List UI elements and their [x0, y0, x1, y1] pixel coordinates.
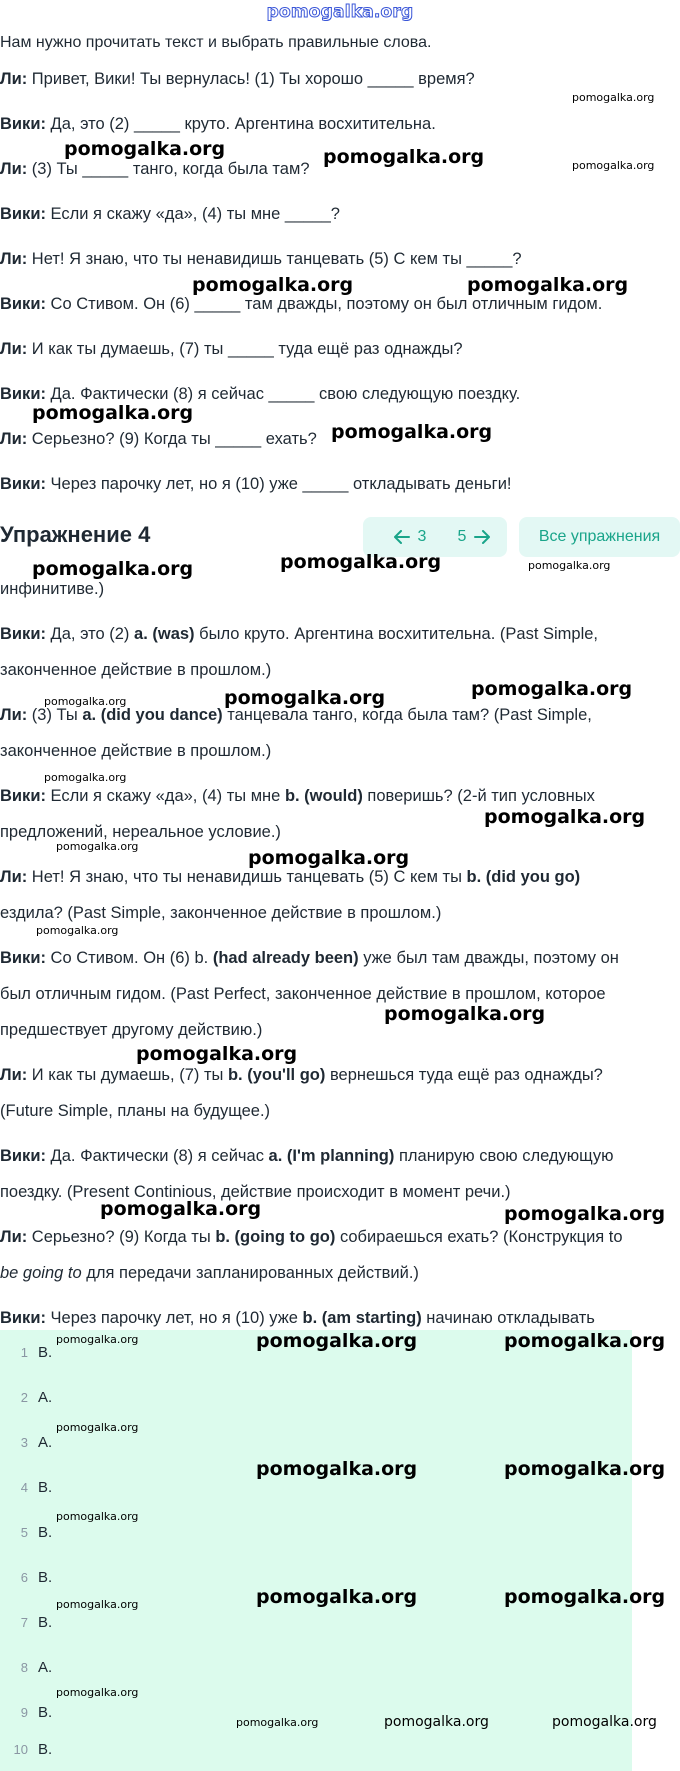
solution-line: инфинитиве.) [0, 580, 105, 598]
prev-exercise-label: 3 [417, 528, 427, 545]
watermark: pomogalka.org [384, 1714, 489, 1730]
speaker: Ли: [0, 250, 28, 268]
answer-row [0, 1727, 52, 1771]
watermark: pomogalka.org [64, 138, 226, 160]
line-text: Если я скажу «да», (4) ты мне _____? [45, 205, 340, 223]
task-intro: Нам нужно прочитать текст и выбрать правильные слова. [0, 34, 432, 51]
solution-line [0, 1309, 595, 1328]
answer-row [0, 1600, 52, 1644]
line-text: для передачи запланированных действий.) [81, 1264, 419, 1282]
speaker: Вики: [0, 625, 46, 643]
line-text: Привет, Вики! Ты вернулась! (1) Ты хорошо _____ время? [27, 70, 475, 88]
dialogue-line-10 [0, 475, 512, 494]
speaker: Вики: [0, 1309, 46, 1327]
line-text: Со Стивом. Он (6) b. [45, 949, 213, 967]
speaker: Вики: [0, 787, 46, 805]
site-logo[interactable]: pomogalka.org [266, 2, 414, 22]
answer-key-panel [0, 1330, 632, 1771]
line-text: Да, это (2) [45, 625, 135, 643]
speaker: Ли: [0, 70, 28, 88]
solution-line: предложений, нереальное условие.) [0, 823, 281, 841]
watermark: pomogalka.org [331, 421, 493, 443]
watermark: pomogalka.org [256, 1586, 418, 1608]
speaker: Вики: [0, 295, 46, 313]
watermark: pomogalka.org [504, 1458, 666, 1480]
solution-line: был отличным гидом. (Past Perfect, законченное действие в прошлом, которое [0, 985, 606, 1003]
line-text: Серьезно? (9) Когда ты _____ ехать? [27, 430, 317, 448]
answer-value: B. [38, 1478, 53, 1496]
italic-term: be going to [0, 1264, 82, 1282]
answer-row [0, 1555, 52, 1599]
answer: b. (would) [284, 787, 363, 805]
answer: a. (was) [134, 625, 195, 643]
solution-line: законченное действие в прошлом.) [0, 661, 272, 679]
answer-number: 6 [20, 1569, 28, 1585]
line-text: начинаю откладывать [421, 1309, 595, 1327]
watermark: pomogalka.org [504, 1586, 666, 1608]
answer-row [0, 1375, 52, 1419]
exercise-title: Упражнение 4 [0, 522, 151, 547]
dialogue-line-1 [0, 70, 475, 89]
answer-number: 7 [20, 1614, 28, 1630]
answer-number: 9 [20, 1704, 28, 1720]
watermark: pomogalka.org [572, 159, 655, 172]
watermark: pomogalka.org [100, 1198, 262, 1220]
line-text: Да. Фактически (8) я сейчас _____ свою следующую поездку. [45, 385, 521, 403]
answer: a. (I'm planning) [268, 1147, 395, 1165]
watermark: pomogalka.org [484, 806, 646, 828]
dialogue-line-5 [0, 250, 522, 269]
watermark: pomogalka.org [192, 274, 354, 296]
line-text: было круто. Аргентина восхитительна. (Past Simple, [194, 625, 599, 643]
watermark: pomogalka.org [56, 1598, 139, 1611]
answer-number: 8 [20, 1659, 28, 1675]
answer-number: 3 [20, 1434, 28, 1450]
watermark: pomogalka.org [32, 402, 194, 424]
watermark: pomogalka.org [56, 1510, 139, 1523]
dialogue-line-2 [0, 115, 436, 134]
arrow-right-icon [474, 530, 490, 544]
watermark: pomogalka.org [256, 1330, 418, 1352]
answer-row [0, 1330, 52, 1374]
answer: b. (did you go) [466, 868, 581, 886]
watermark: pomogalka.org [44, 771, 127, 784]
dialogue-line-6 [0, 295, 602, 314]
line-text: Серьезно? (9) Когда ты [27, 1228, 216, 1246]
answer-value: B. [38, 1740, 53, 1758]
dialogue-line-3 [0, 160, 310, 179]
watermark: pomogalka.org [552, 1714, 657, 1730]
speaker: Ли: [0, 340, 28, 358]
solution-line [0, 868, 580, 887]
answer: (had already been) [212, 949, 359, 967]
watermark: pomogalka.org [136, 1043, 298, 1065]
dialogue-line-7 [0, 340, 463, 359]
answer-value: A. [38, 1433, 53, 1451]
answer: a. (did you dance) [82, 706, 223, 724]
solution-line [0, 1066, 603, 1085]
speaker: Вики: [0, 205, 46, 223]
next-exercise-label: 5 [457, 528, 467, 545]
watermark: pomogalka.org [36, 924, 119, 937]
solution-line: законченное действие в прошлом.) [0, 742, 272, 760]
speaker: Ли: [0, 160, 28, 178]
line-text: Через парочку лет, но я (10) уже [45, 1309, 303, 1327]
solution-line: (Future Simple, планы на будущее.) [0, 1102, 271, 1120]
watermark: pomogalka.org [256, 1458, 418, 1480]
watermark: pomogalka.org [280, 551, 442, 573]
solution-line: ездила? (Past Simple, законченное действие в прошлом.) [0, 904, 442, 922]
speaker: Ли: [0, 868, 28, 886]
watermark: pomogalka.org [504, 1203, 666, 1225]
next-exercise-button[interactable] [441, 517, 507, 557]
line-text: И как ты думаешь, (7) ты _____ туда ещё раз однажды? [27, 340, 463, 358]
line-text: вернешься туда ещё раз однажды? [325, 1066, 603, 1084]
solution-line: предшествует другому действию.) [0, 1021, 263, 1039]
speaker: Ли: [0, 706, 28, 724]
line-text: Да, это (2) _____ круто. Аргентина восхитительна. [45, 115, 436, 133]
watermark: pomogalka.org [323, 146, 485, 168]
watermark: pomogalka.org [384, 1003, 546, 1025]
watermark: pomogalka.org [56, 1333, 139, 1346]
solution-line [0, 1147, 614, 1166]
answer-value: B. [38, 1703, 53, 1721]
line-text: планирую свою следующую [394, 1147, 614, 1165]
answer-number: 4 [20, 1479, 28, 1495]
line-text: собираешься ехать? (Конструкция to [335, 1228, 623, 1246]
line-text: танцевала танго, когда была там? (Past Simple, [222, 706, 592, 724]
speaker: Ли: [0, 430, 28, 448]
answer: b. (going to go) [215, 1228, 336, 1246]
answer: b. (you'll go) [227, 1066, 326, 1084]
line-text: уже был там дважды, поэтому он [358, 949, 619, 967]
solution-line: поездку. (Present Continious, действие происходит в момент речи.) [0, 1183, 511, 1201]
watermark: pomogalka.org [236, 1716, 319, 1729]
line-text: И как ты думаешь, (7) ты [27, 1066, 228, 1084]
answer-row [0, 1465, 52, 1509]
all-exercises-button[interactable]: Все упражнения [519, 517, 680, 557]
answer: b. (am starting) [302, 1309, 422, 1327]
speaker: Вики: [0, 385, 46, 403]
speaker: Вики: [0, 475, 46, 493]
answer-value: A. [38, 1388, 53, 1406]
answer-row [0, 1645, 52, 1689]
line-text: Нет! Я знаю, что ты ненавидишь танцевать (5) С кем ты [27, 868, 467, 886]
line-text: поверишь? (2-й тип условных [362, 787, 595, 805]
watermark: pomogalka.org [56, 840, 139, 853]
solution-line [0, 1264, 419, 1283]
line-text: Нет! Я знаю, что ты ненавидишь танцевать (5) С кем ты _____? [27, 250, 522, 268]
dialogue-line-9 [0, 430, 317, 449]
watermark: pomogalka.org [467, 274, 629, 296]
watermark: pomogalka.org [504, 1330, 666, 1352]
watermark: pomogalka.org [572, 91, 655, 104]
speaker: Ли: [0, 1228, 28, 1246]
answer-row [0, 1420, 52, 1464]
speaker: Вики: [0, 115, 46, 133]
answer-value: B. [38, 1523, 53, 1541]
answer-number: 1 [20, 1344, 28, 1360]
line-text: Со Стивом. Он (6) _____ там дважды, поэтому он был отличным гидом. [45, 295, 603, 313]
watermark: pomogalka.org [44, 695, 127, 708]
watermark: pomogalka.org [248, 847, 410, 869]
solution-line [0, 1228, 623, 1247]
solution-line [0, 787, 595, 806]
line-text: (3) Ты _____ танго, когда была там? [27, 160, 310, 178]
watermark: pomogalka.org [32, 558, 194, 580]
watermark: pomogalka.org [224, 687, 386, 709]
solution-line [0, 625, 598, 644]
answer-value: B. [38, 1568, 53, 1586]
line-text: Да. Фактически (8) я сейчас [45, 1147, 269, 1165]
watermark: pomogalka.org [528, 559, 611, 572]
arrow-left-icon [394, 530, 410, 544]
line-text: Через парочку лет, но я (10) уже _____ откладывать деньги! [45, 475, 512, 493]
answer-number: 10 [13, 1741, 28, 1757]
answer-value: A. [38, 1658, 53, 1676]
solution-line [0, 949, 619, 968]
answer-number: 5 [20, 1524, 28, 1540]
watermark: pomogalka.org [56, 1421, 139, 1434]
speaker: Ли: [0, 1066, 28, 1084]
watermark: pomogalka.org [56, 1686, 139, 1699]
watermark: pomogalka.org [471, 678, 633, 700]
answer-row [0, 1510, 52, 1554]
speaker: Вики: [0, 1147, 46, 1165]
speaker: Вики: [0, 949, 46, 967]
answer-value: B. [38, 1343, 53, 1361]
dialogue-line-4 [0, 205, 340, 224]
answer-value: B. [38, 1613, 53, 1631]
line-text: Если я скажу «да», (4) ты мне [45, 787, 285, 805]
line-text: (3) Ты [27, 706, 83, 724]
answer-number: 2 [20, 1389, 28, 1405]
